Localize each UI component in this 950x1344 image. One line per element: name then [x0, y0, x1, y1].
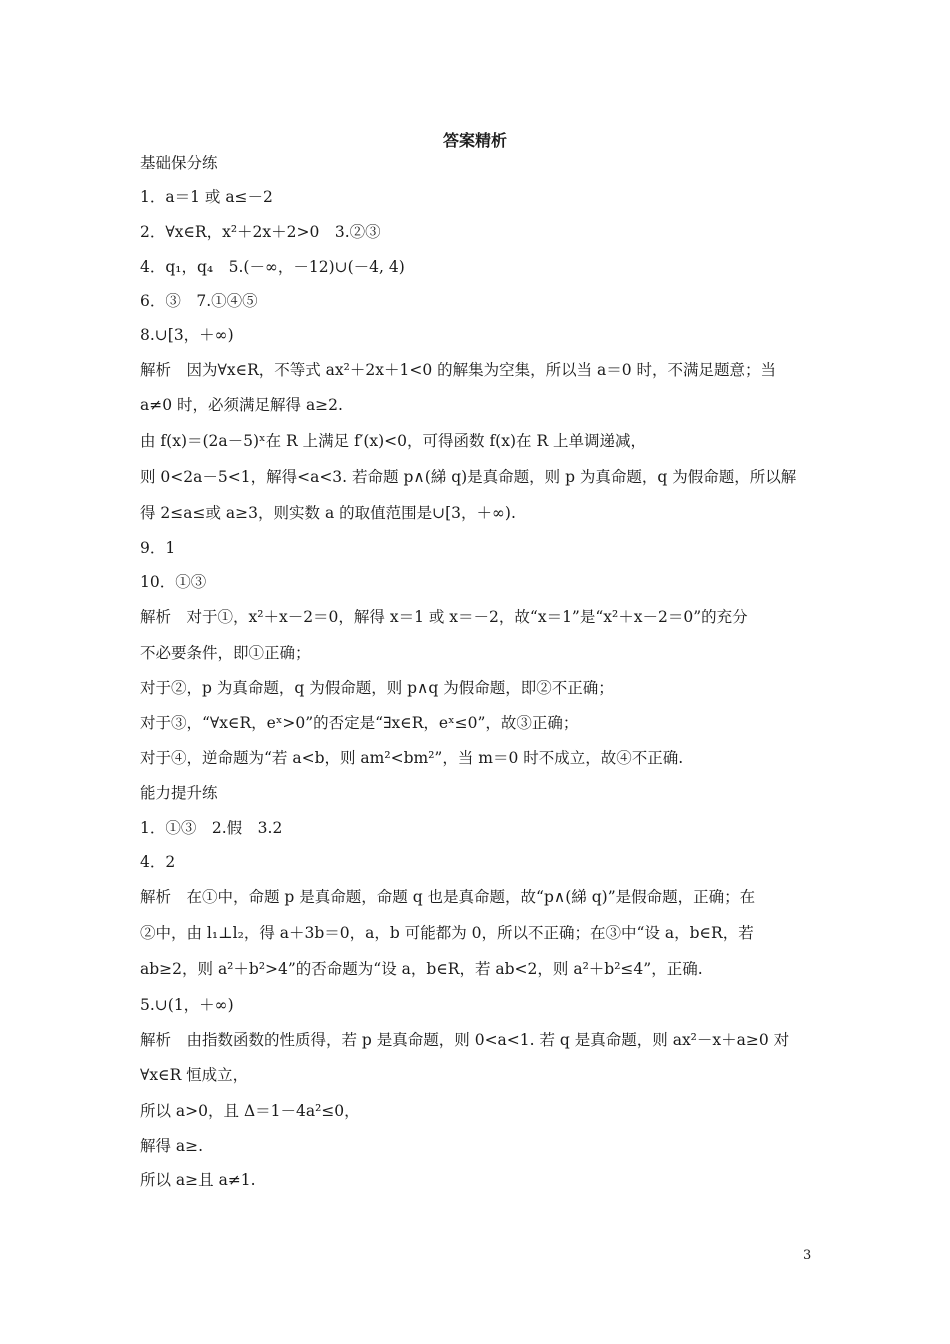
analysis-line: 所以 a>0，且 Δ＝1－4a²≤0， — [140, 1102, 360, 1120]
answer-line: 9．1 — [140, 539, 176, 557]
analysis-line: 由 f(x)＝(2a－5)ˣ在 R 上满足 f′(x)<0，可得函数 f(x)在 R 上单调递减， — [140, 432, 647, 450]
analysis-line: 得 2≤a≤或 a≥3，则实数 a 的取值范围是∪[3，＋∞). — [140, 504, 516, 522]
answer-line: 1．①③ 2.假 3.2 — [140, 819, 283, 837]
analysis-line: 对于③，“∀x∈R，eˣ>0”的否定是“∃x∈R，eˣ≤0”，故③正确； — [140, 714, 579, 732]
analysis-line: 解析 由指数函数的性质得，若 p 是真命题，则 0<a<1. 若 q 是真命题，则 ax²－x＋a≥0 对 — [140, 1031, 790, 1049]
analysis-line: 解得 a≥. — [140, 1137, 204, 1155]
answer-line: 10．①③ — [140, 573, 207, 591]
answer-line: 2．∀x∈R，x²＋2x＋2>0 3.②③ — [140, 223, 381, 241]
section-heading-basic: 基础保分练 — [140, 154, 218, 172]
analysis-line: 对于④，逆命题为“若 a<b，则 am²<bm²”，当 m＝0 时不成立，故④不正确. — [140, 749, 684, 767]
analysis-line: 解析 因为∀x∈R，不等式 ax²＋2x＋1<0 的解集为空集，所以当 a＝0 时，不满足题意；当 — [140, 361, 777, 379]
analysis-line: ②中，由 l₁⊥l₂，得 a＋3b＝0，a，b 可能都为 0，所以不正确；在③中“设 a，b∈R，若 — [140, 924, 754, 942]
analysis-line: ab≥2，则 a²＋b²>4”的否命题为“设 a，b∈R，若 ab<2，则 a²＋b²≤4”，正确. — [140, 960, 703, 978]
answer-line: 5.∪(1，＋∞) — [140, 996, 234, 1014]
section-heading-advanced: 能力提升练 — [140, 784, 218, 802]
analysis-line: 解析 对于①，x²＋x－2＝0，解得 x＝1 或 x＝－2，故“x＝1”是“x²＋x－2＝0”的充分 — [140, 608, 748, 626]
answer-line: 4．q₁，q₄ 5.(－∞，－12)∪(－4, 4) — [140, 258, 405, 276]
answer-line: 6．③ 7.①④⑤ — [140, 292, 258, 310]
analysis-line: ∀x∈R 恒成立， — [140, 1066, 249, 1084]
answer-line: 4．2 — [140, 853, 176, 871]
page-number: 3 — [803, 1248, 812, 1263]
analysis-line: a≠0 时，必须满足解得 a≥2. — [140, 396, 343, 414]
analysis-line: 所以 a≥且 a≠1. — [140, 1171, 256, 1189]
answer-line: 8.∪[3，＋∞) — [140, 326, 234, 344]
analysis-line: 解析 在①中，命题 p 是真命题，命题 q 也是真命题，故“p∧(綈 q)”是假命题，正确；在 — [140, 888, 756, 906]
analysis-line: 不必要条件，即①正确； — [140, 644, 311, 662]
page-title: 答案精析 — [442, 131, 507, 150]
analysis-line: 则 0<2a－5<1，解得<a<3. 若命题 p∧(綈 q)是真命题，则 p 为真命题，q 为假命题，所以解 — [140, 468, 797, 486]
answer-line: 1．a＝1 或 a≤－2 — [140, 188, 273, 206]
analysis-line: 对于②，p 为真命题，q 为假命题，则 p∧q 为假命题，即②不正确； — [140, 679, 614, 697]
